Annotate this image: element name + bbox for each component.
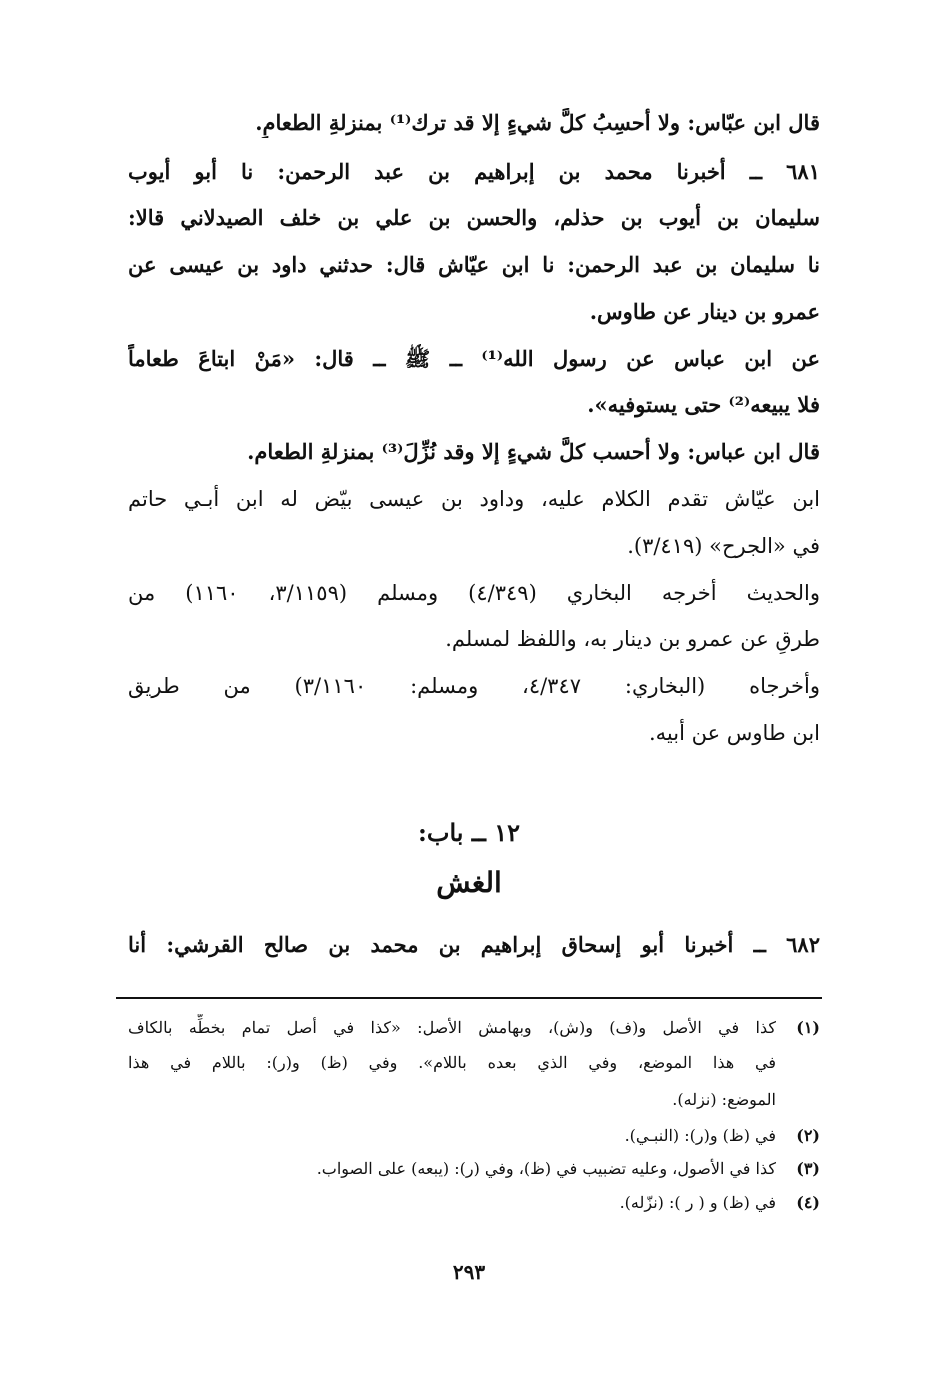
text-line: سليمان بن أيوب بن حذلم، والحسن بن علي بن خلف الصيدلاني قالا: — [128, 205, 820, 230]
footnote-number: (٤) — [796, 1193, 820, 1212]
footnote-1-cont: الموضع: (نزله). — [672, 1090, 776, 1109]
commentary-line: في «الجرح» (٣/٤١٩). — [627, 534, 820, 558]
text-line: قال ابن عبّاس: ولا أحسِبُ كلَّ شيءٍ إلا قد ترك⁽¹⁾ بمنزلةِ الطعامِ. — [255, 110, 820, 135]
footnote-number: (١) — [796, 1018, 820, 1037]
commentary-line: وأخرجاه (البخاري: ٤/٣٤٧، ومسلم: ٣/١١٦٠) من طريق — [128, 674, 820, 698]
footnote-1 — [128, 1014, 820, 1041]
footnote-separator — [116, 997, 822, 999]
footnote-number: (٣) — [796, 1159, 820, 1178]
text-line: قال ابن عباس: ولا أحسب كلَّ شيءٍ إلا وقد نُزِّلَ⁽³⁾ بمنزلةِ الطعام. — [247, 439, 820, 464]
footnote-3 — [128, 1155, 820, 1182]
footnote-text: كذا في الأصل و(ف) و(ش)، وبهامش الأصل: «كذا في أصل تمام بخطِّه بالكاف — [128, 1018, 776, 1037]
text-line: عمرو بن دينار عن طاوس. — [589, 299, 820, 324]
commentary-line: ابن طاوس عن أبيه. — [648, 721, 820, 745]
hadith-681-line: ٦٨١ ــ أخبرنا محمد بن إبراهيم بن عبد الرحمن: نا أبو أيوب — [128, 159, 820, 184]
commentary-line: طرقٍ عن عمرو بن دينار به، واللفظ لمسلم. — [445, 627, 820, 651]
commentary-line: ابن عيّاش تقدم الكلام عليه، وداود بن عيسى بيّض له ابن أبـي حاتم — [128, 487, 820, 511]
hadith-682-line: ٦٨٢ ــ أخبرنا أبو إسحاق إبراهيم بن محمد بن صالح القرشي: أنا — [128, 932, 820, 957]
footnote-text: كذا في الأصول، وعليه تضبيب في (ظ)، وفي (ر): (يبعه) على الصواب. — [316, 1159, 776, 1178]
page-number: ٢٩٣ — [452, 1260, 486, 1284]
chapter-number: ١٢ ــ باب: — [418, 818, 520, 847]
text-line: فلا يبيعه⁽²⁾ حتى يستوفيه». — [587, 392, 820, 417]
footnote-text: في (ظ) و(ر): (النبـي). — [624, 1126, 776, 1145]
commentary-line: والحديث أخرجه البخاري (٤/٣٤٩) ومسلم (٣/١١٥٩، ١١٦٠) من — [128, 581, 820, 605]
footnote-4 — [128, 1189, 820, 1216]
footnote-text: في (ظ) و ( ر ): (نزّله). — [619, 1193, 776, 1212]
footnote-1-cont: في هذا الموضع، وفي الذي بعده باللام». وفي (ظ) و(ر): باللام في هذا — [128, 1053, 776, 1072]
footnote-2 — [128, 1122, 820, 1149]
chapter-title: الغش — [436, 866, 502, 899]
text-line: نا سليمان بن عبد الرحمن: نا ابن عيّاش قال: حدثني داود بن عيسى عن — [128, 252, 820, 277]
footnote-number: (٢) — [796, 1126, 820, 1145]
text-line: عن ابن عباس عن رسول الله⁽¹⁾ ــ ﷺ ــ قال: «مَنْ ابتاعَ طعاماً — [128, 346, 820, 371]
